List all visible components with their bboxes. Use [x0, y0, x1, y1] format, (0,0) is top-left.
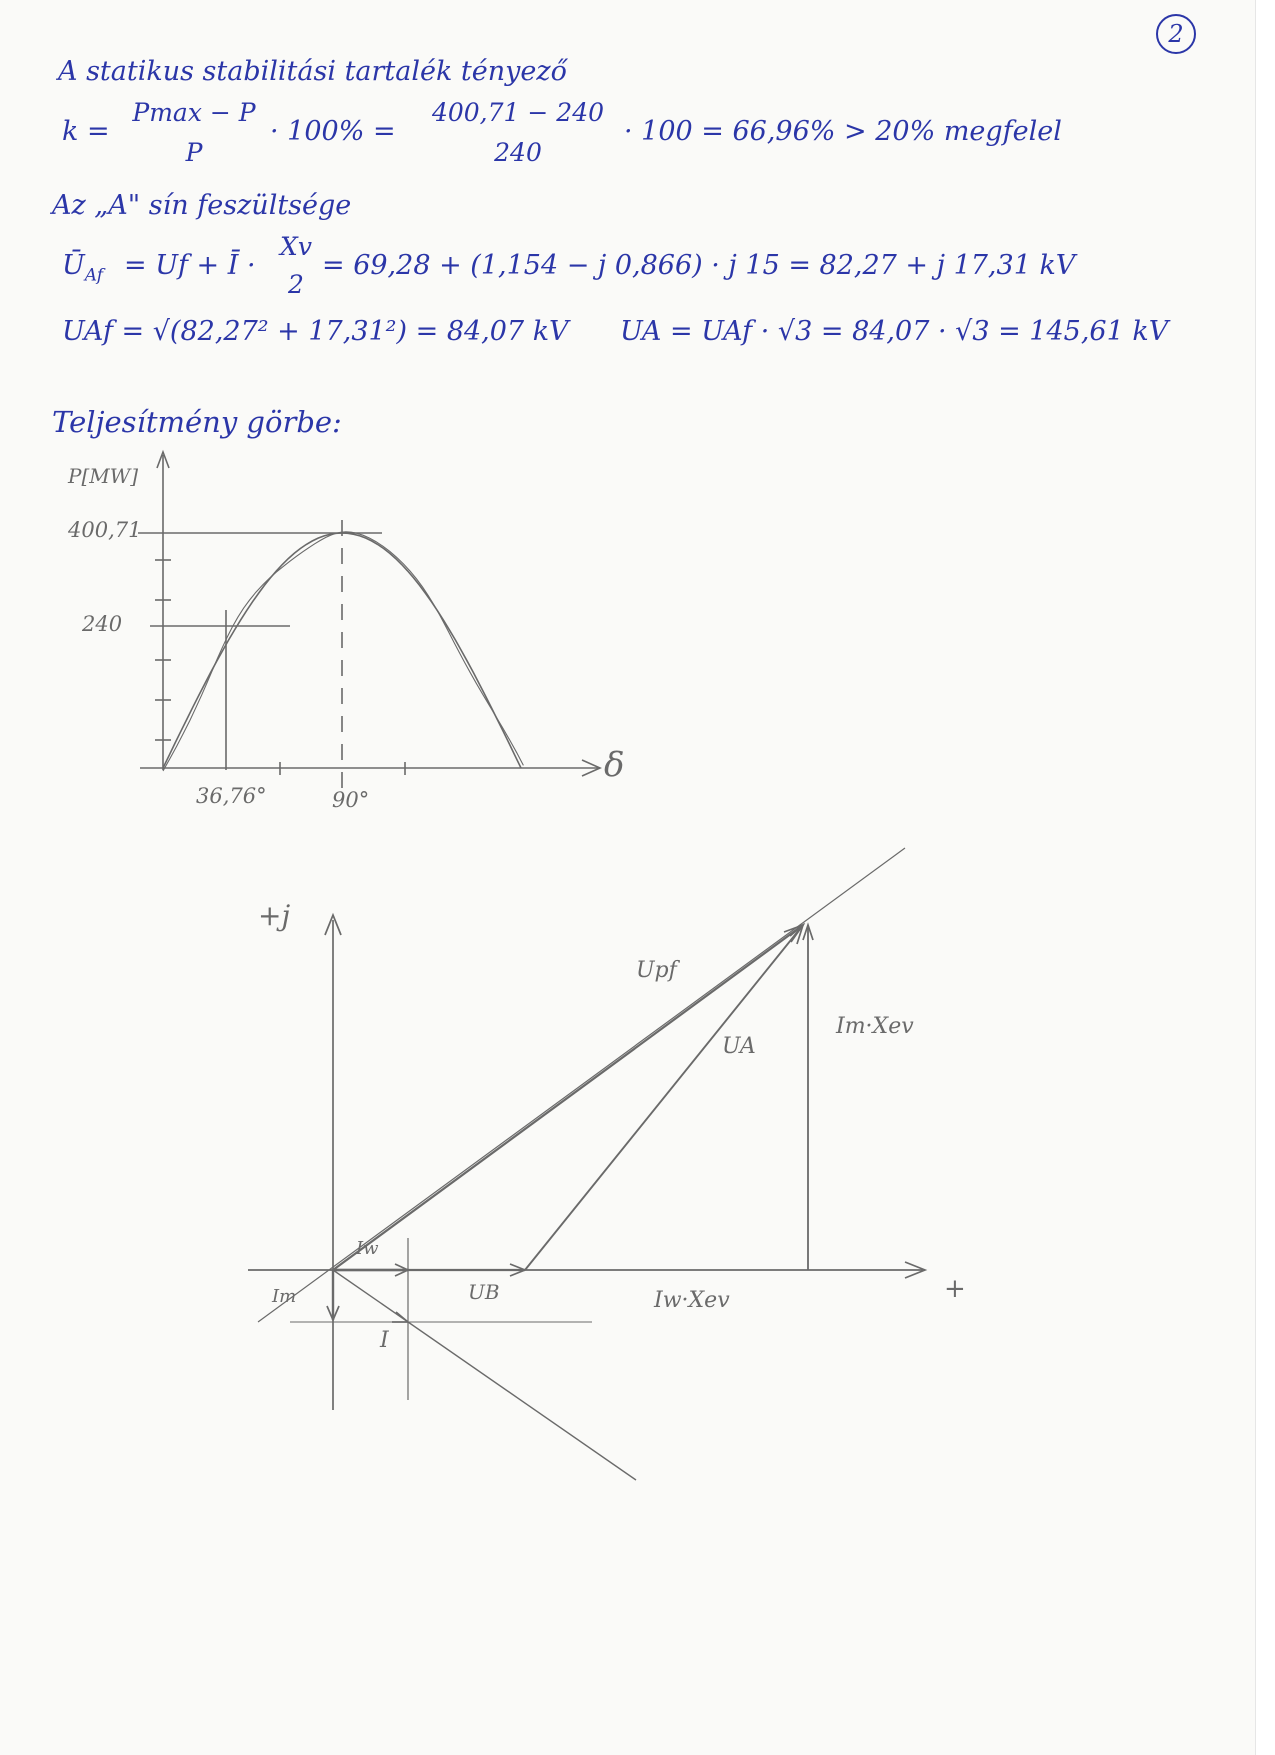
label-im: Im [272, 1286, 297, 1307]
power-angle-curve [163, 533, 521, 768]
formula-k-frac1-numerator: Pmax − P [132, 98, 256, 127]
upf-phasor [333, 925, 803, 1270]
power-x-tick-90: 90° [332, 788, 370, 812]
formula-uaf-middle: = Uf + Ī · [124, 250, 256, 281]
label-iw: Iw [356, 1238, 379, 1259]
formula-uaf-magnitude: UAf = √(82,27² + 17,31²) = 84,07 kV [62, 316, 569, 347]
power-y-axis-label: P[MW] [68, 464, 139, 488]
formula-ua-line-voltage: UA = UAf · √3 = 84,07 · √3 = 145,61 kV [620, 316, 1169, 347]
label-ua: UA [722, 1034, 756, 1059]
label-iw-xev: Iw·Xev [654, 1288, 730, 1313]
heading-power-curve: Teljesítmény görbe: [52, 405, 342, 439]
formula-k-middle: · 100% = [270, 116, 396, 147]
power-curve-graph [138, 452, 600, 790]
power-y-tick-max: 400,71 [68, 518, 142, 542]
imaginary-axis-label: +j [258, 899, 291, 932]
label-ub: UB [468, 1280, 500, 1304]
real-axis-label: + [944, 1274, 966, 1304]
formula-uaf-subscript: Af [84, 265, 104, 286]
label-i: I [380, 1328, 389, 1353]
power-y-tick-240: 240 [82, 612, 123, 636]
formula-k-frac1-denominator: P [185, 138, 203, 167]
heading-busbar-voltage: Az „A" sín feszültsége [52, 190, 352, 221]
label-upf: Upf [636, 958, 677, 983]
formula-k-frac2-denominator: 240 [494, 138, 542, 167]
formula-uaf-frac-denominator: 2 [288, 270, 304, 299]
page-number: 2 [1156, 14, 1196, 54]
phasor-diagram [248, 848, 925, 1480]
formula-uaf-symbol: Ū [62, 250, 85, 281]
formula-k-frac2-numerator: 400,71 − 240 [431, 98, 605, 127]
power-x-axis-label: δ [604, 745, 625, 785]
power-angle-curve-retrace [163, 532, 523, 771]
heading-stability-margin: A statikus stabilitási tartalék tényező [58, 56, 567, 87]
power-x-tick-delta: 36,76° [196, 784, 267, 808]
label-im-xev: Im·Xev [836, 1014, 914, 1039]
formula-uaf-value: = 69,28 + (1,154 − j 0,866) · j 15 = 82,27 + j 17,31 kV [322, 250, 1076, 281]
formula-k-lhs: k = [62, 116, 110, 147]
formula-k-result: · 100 = 66,96% > 20% megfelel [624, 116, 1062, 147]
formula-uaf-frac-numerator: Xv [280, 232, 312, 261]
